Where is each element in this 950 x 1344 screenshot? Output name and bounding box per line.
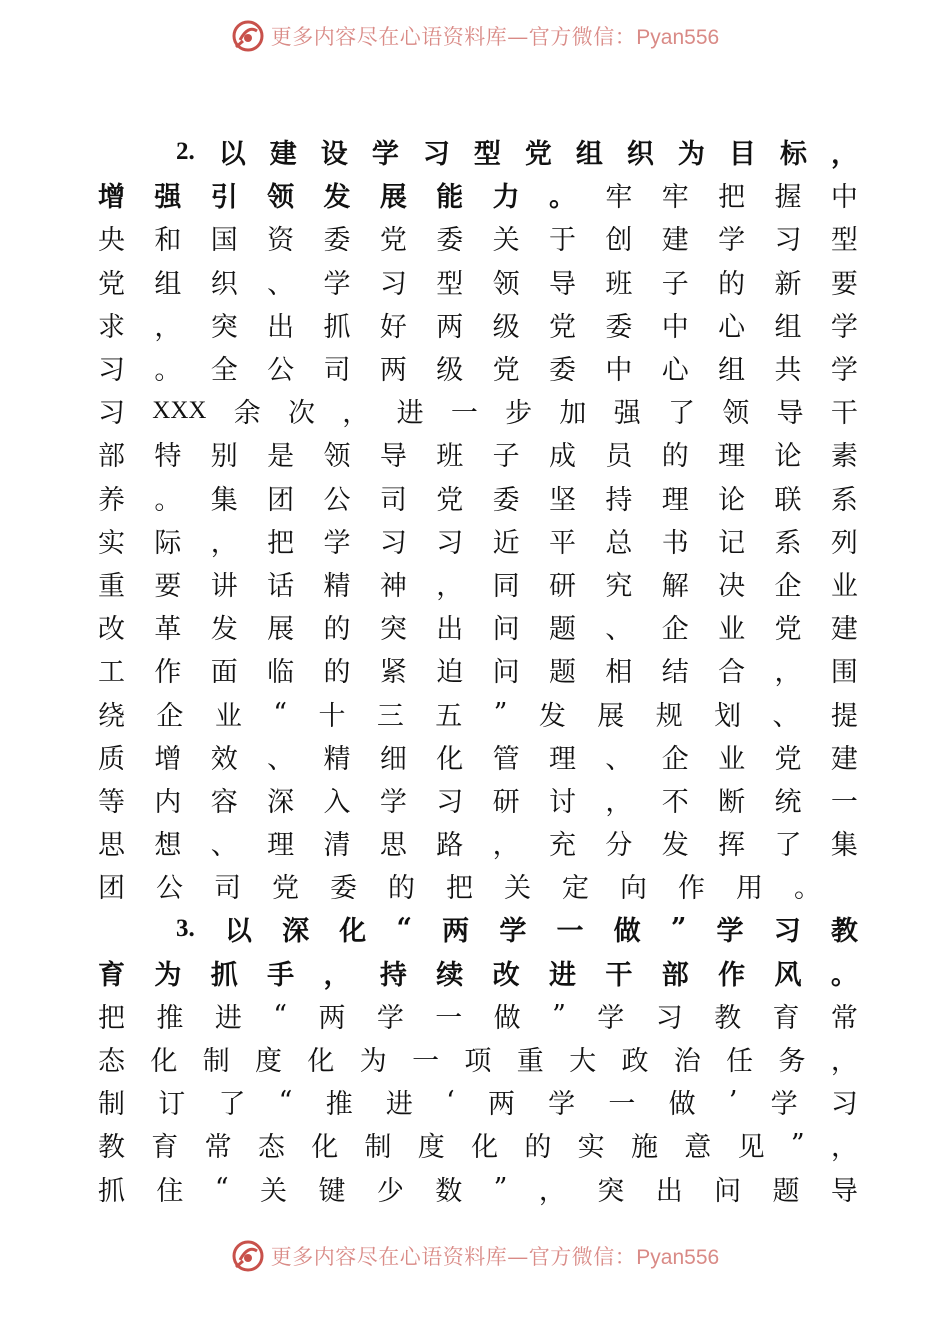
text-line: 习 。 全 公 司 两 级 党 委 中 心 组 共 学	[98, 355, 858, 387]
text-line: 态 化 制 度 化 为 一 项 重 大 政 治 任 务 ，	[98, 1046, 858, 1078]
text-line: 3. 以 深 化 “ 两 学 一 做 ” 学 习 教	[176, 913, 858, 948]
text-line: 2. 以 建 设 学 习 型 党 组 织 为 目 标 ，	[176, 137, 858, 171]
text-line: 部 特 别 是 领 导 班 子 成 员 的 理 论 素	[98, 441, 858, 473]
text-line: 育 为 抓 手 ， 持 续 改 进 干 部 作 风 。	[98, 959, 858, 991]
text-line: 改 革 发 展 的 突 出 问 题 、 企 业 党 建	[98, 614, 858, 646]
header-watermark	[0, 16, 950, 56]
text-line: 质 增 效 、 精 细 化 管 理 、 企 业 党 建	[98, 743, 858, 775]
brand-logo-icon	[231, 19, 265, 53]
text-line: 把 推 进 “ 两 学 一 做 ” 学 习 教 育 常	[98, 999, 858, 1034]
watermark-text: 更多内容尽在心语资料库—官方微信：Pyan556	[270, 1245, 720, 1269]
text-line: 实 际 ， 把 学 习 习 近 平 总 书 记 系 列	[98, 527, 858, 559]
text-line: 思 想 、 理 清 思 路 ， 充 分 发 挥 了 集	[98, 830, 858, 862]
text-line: 抓 住 “ 关 键 少 数 ” ， 突 出 问 题 导	[98, 1172, 858, 1207]
text-line: 党 组 织 、 学 习 型 领 导 班 子 的 新 要	[98, 268, 858, 300]
text-line: 重 要 讲 话 精 神 ， 同 研 究 解 决 企 业	[98, 570, 858, 602]
text-line: 增 强 引 领 发 展 能 力 。 牢 牢 把 握 中	[98, 182, 858, 214]
text-line: 养 。 集 团 公 司 党 委 坚 持 理 论 联 系	[98, 484, 858, 516]
text-line: 习 XXX 余 次 ， 进 一 步 加 强 了 领 导 干	[98, 396, 858, 430]
watermark-text: 更多内容尽在心语资料库—官方微信：Pyan556	[270, 25, 720, 49]
text-line: 绕 企 业 “ 十 三 五 ” 发 展 规 划 、 提	[98, 697, 858, 732]
text-line: 教 育 常 态 化 制 度 化 的 实 施 意 见 ” ，	[98, 1129, 858, 1164]
document-body	[98, 130, 858, 1210]
text-line: 央 和 国 资 委 党 委 关 于 创 建 学 习 型	[98, 225, 858, 257]
text-line: 等 内 容 深 入 学 习 研 讨 ， 不 断 统 一	[98, 786, 858, 818]
text-line: 团 公 司 党 委 的 把 关 定 向 作 用 。	[98, 873, 821, 905]
text-line: 工 作 面 临 的 紧 迫 问 题 相 结 合 ， 围	[98, 657, 858, 689]
footer-watermark	[0, 1236, 950, 1276]
brand-logo-icon	[231, 1239, 265, 1273]
text-line: 求 ， 突 出 抓 好 两 级 党 委 中 心 组 学	[98, 311, 858, 343]
text-line: 制 订 了 “ 推 进 ‘ 两 学 一 做 ’ 学 习	[98, 1086, 858, 1121]
